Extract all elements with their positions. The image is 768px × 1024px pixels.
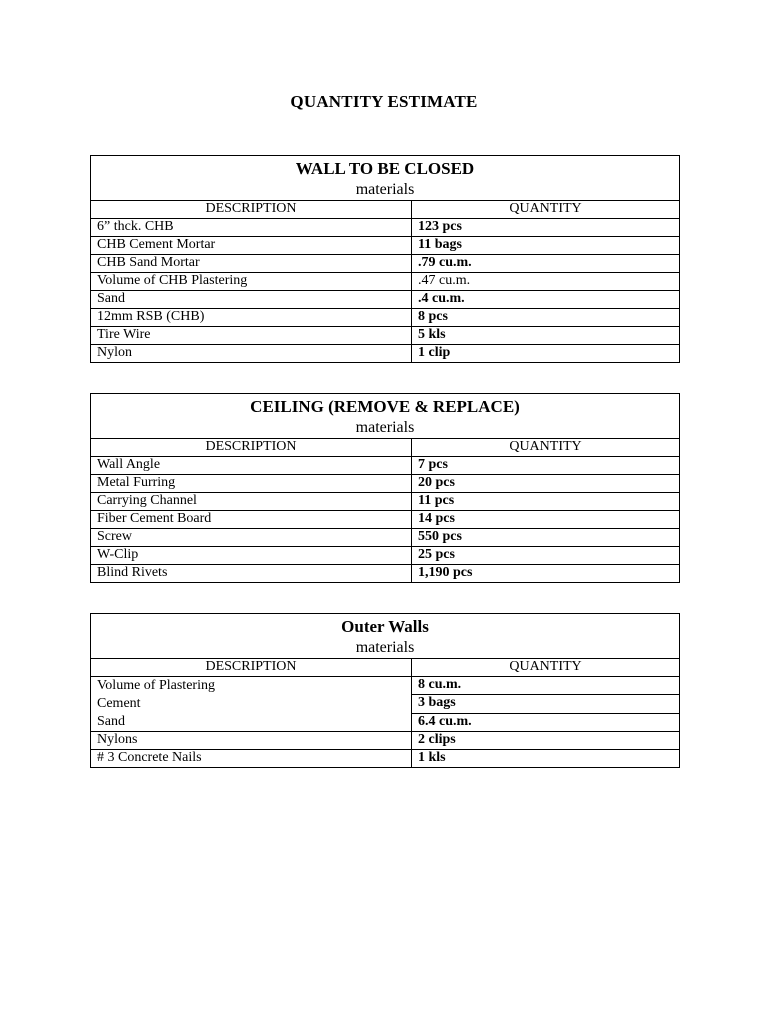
quantity-cell: 8 pcs [412,309,680,327]
table-row [91,309,680,327]
description-cell: 12mm RSB (CHB) [91,309,412,327]
quantity-cell: 14 pcs [412,511,680,529]
table-row [91,677,680,695]
quantity-cell: 11 pcs [412,493,680,511]
table-row [91,255,680,273]
section-title: WALL TO BE CLOSED [295,159,475,178]
quantity-cell: .79 cu.m. [412,255,680,273]
quantity-cell: 1 kls [412,750,680,768]
description-cell: Tire Wire [91,327,412,345]
description-cell: Metal Furring [91,475,412,493]
table-row [91,493,680,511]
description-column-header: DESCRIPTION [91,659,412,677]
quantity-cell: 1 clip [412,345,680,363]
section-subtitle: materials [355,419,415,436]
table-row [91,475,680,493]
description-cell: # 3 Concrete Nails [91,750,412,768]
table-row [91,457,680,475]
quantity-cell: 3 bags [412,695,680,713]
description-column-header: DESCRIPTION [91,439,412,457]
description-cell: Wall Angle [91,457,412,475]
quantity-cell: .47 cu.m. [412,273,680,291]
table-row [91,237,680,255]
quantity-cell: 8 cu.m. [412,677,680,695]
description-cell: Fiber Cement Board [91,511,412,529]
table-row [91,565,680,583]
section-header [91,156,680,201]
section-header [91,394,680,439]
section-header [91,614,680,659]
description-cell: 6” thck. CHB [91,219,412,237]
description-cell: W-Clip [91,547,412,565]
wall-to-be-closed-table [90,155,680,363]
description-cell: CHB Cement Mortar [91,237,412,255]
quantity-column-header: QUANTITY [412,659,680,677]
table-row [91,511,680,529]
table-row [91,291,680,309]
table-row [91,273,680,291]
section-title: Outer Walls [341,617,429,636]
quantity-cell: 25 pcs [412,547,680,565]
description-cell: Sand [91,291,412,309]
quantity-column-header: QUANTITY [412,201,680,219]
description-cell: CHB Sand Mortar [91,255,412,273]
quantity-cell: 7 pcs [412,457,680,475]
description-cell: Screw [91,529,412,547]
quantity-cell: 6.4 cu.m. [412,713,680,731]
table-row [91,547,680,565]
description-line: Sand [97,714,125,729]
quantity-cell: 1,190 pcs [412,565,680,583]
section-subtitle: materials [355,639,415,656]
quantity-cell: 5 kls [412,327,680,345]
quantity-cell: 11 bags [412,237,680,255]
outer-walls-table [90,613,680,768]
quantity-cell: 2 clips [412,732,680,750]
description-column-header: DESCRIPTION [91,201,412,219]
table-row [91,750,680,768]
quantity-column-header: QUANTITY [412,439,680,457]
quantity-cell: 20 pcs [412,475,680,493]
table-row [91,345,680,363]
description-cell: Volume of CHB Plastering [91,273,412,291]
description-cell: Carrying Channel [91,493,412,511]
description-line: Cement [97,696,141,711]
description-cell [91,677,412,732]
document-title: QUANTITY ESTIMATE [290,92,478,111]
section-subtitle: materials [355,181,415,198]
quantity-cell: 123 pcs [412,219,680,237]
description-line: Volume of Plastering [97,678,215,693]
quantity-cell: 550 pcs [412,529,680,547]
description-cell: Blind Rivets [91,565,412,583]
table-row [91,219,680,237]
table-row [91,529,680,547]
description-cell: Nylons [91,732,412,750]
description-cell: Nylon [91,345,412,363]
table-row [91,327,680,345]
table-row [91,732,680,750]
ceiling-table [90,393,680,583]
section-title: CEILING (REMOVE & REPLACE) [250,397,520,416]
quantity-cell: .4 cu.m. [412,291,680,309]
